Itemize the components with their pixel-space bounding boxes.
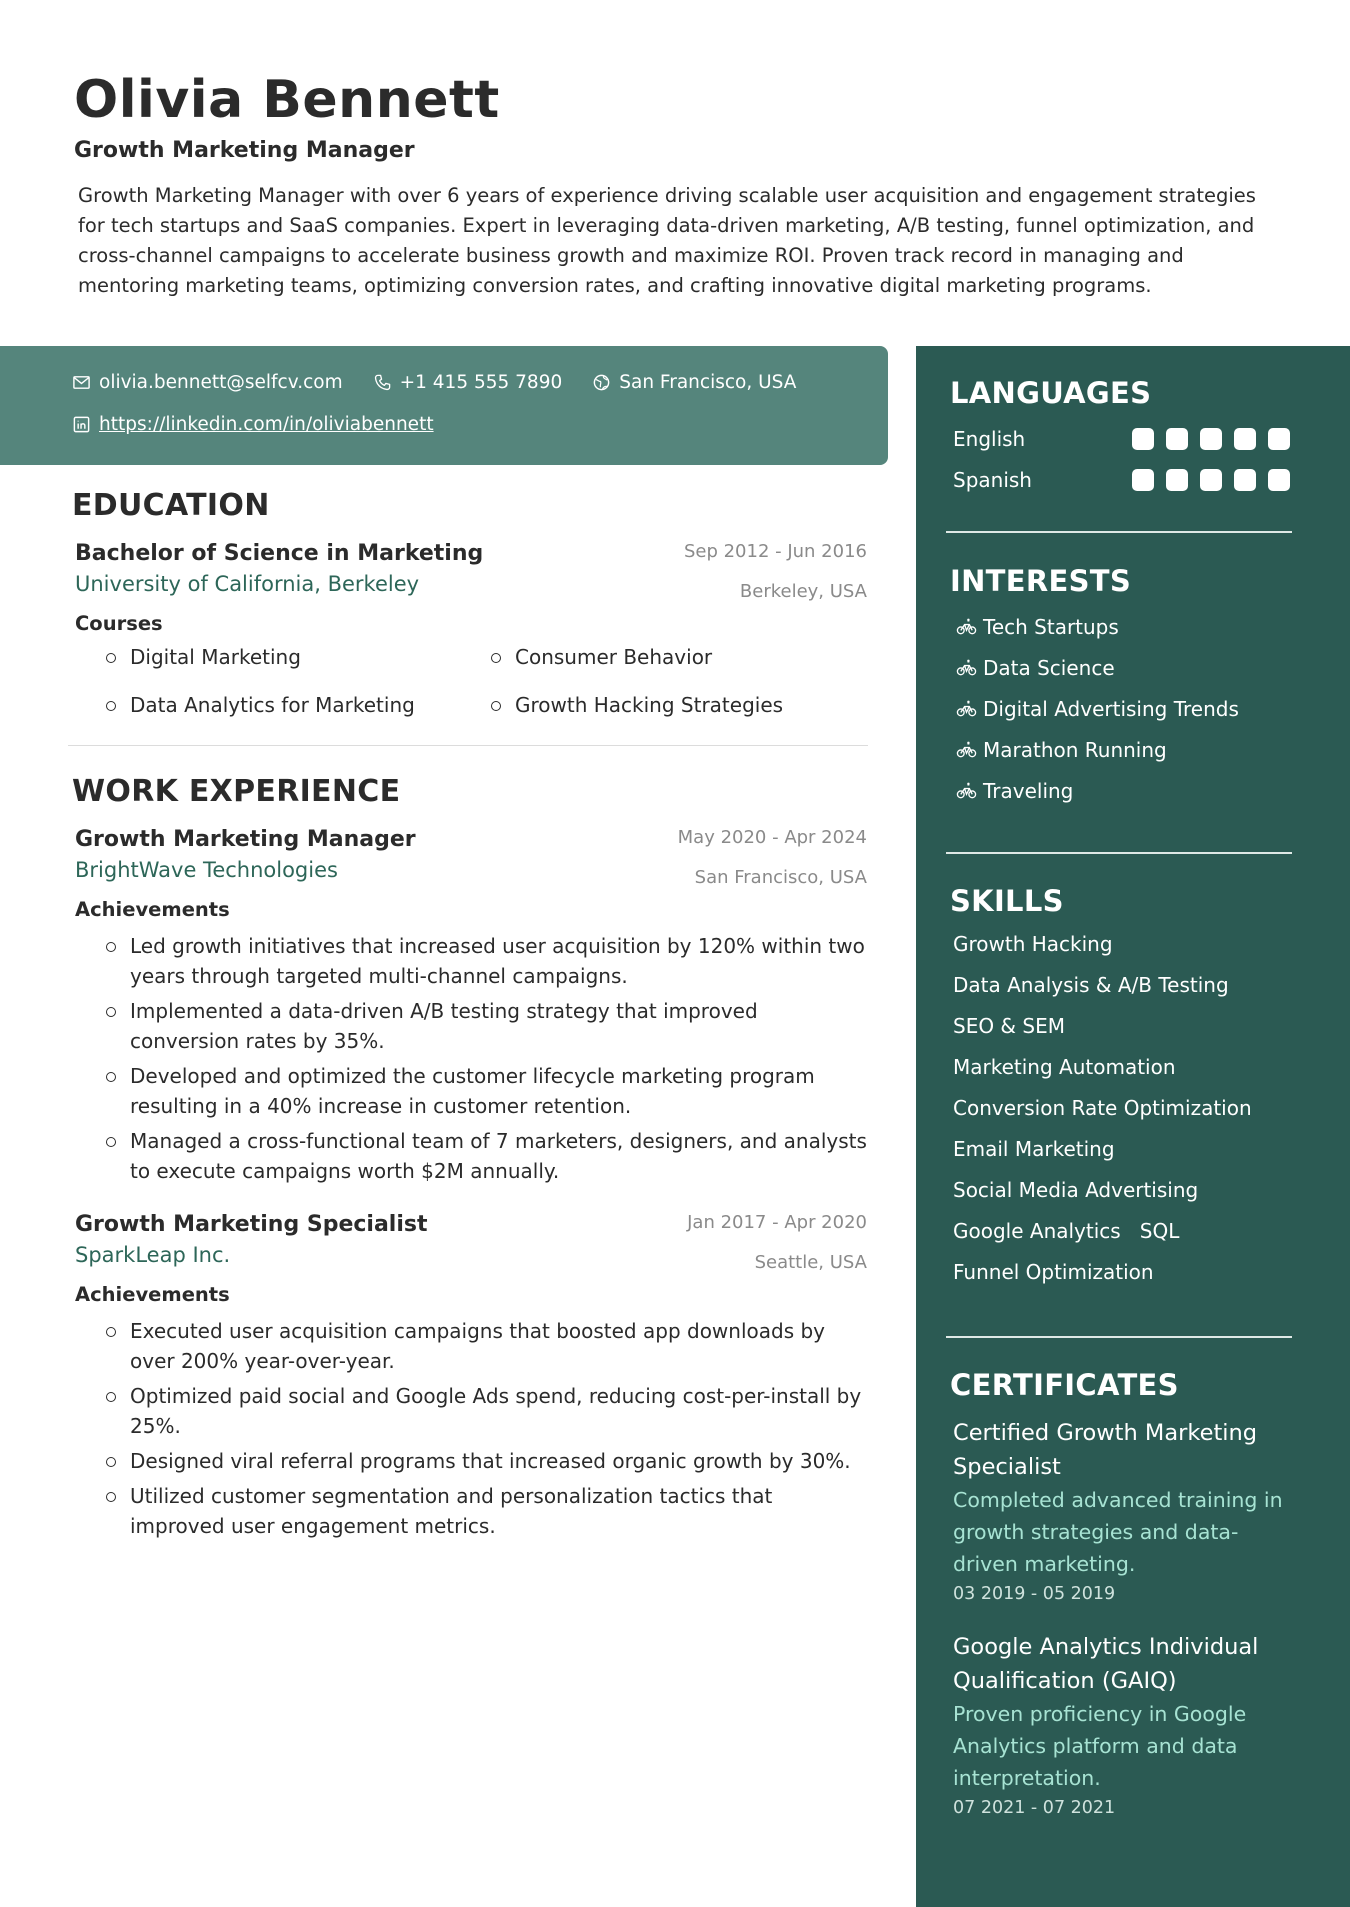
- level-dot: [1132, 469, 1154, 491]
- education-location: Berkeley, USA: [739, 581, 867, 602]
- skill-item: Data Analysis & A/B Testing: [953, 973, 1229, 997]
- phone-icon: [373, 373, 392, 392]
- candidate-name: Olivia Bennett: [74, 70, 500, 130]
- courses-label: Courses: [75, 612, 163, 635]
- interest-label: Digital Advertising Trends: [983, 696, 1239, 721]
- envelope-icon: [72, 373, 91, 392]
- degree-title: Bachelor of Science in Marketing: [75, 541, 484, 566]
- bicycle-icon: [956, 657, 977, 678]
- job-location: San Francisco, USA: [694, 867, 867, 888]
- course-item: Digital Marketing: [106, 645, 491, 669]
- bicycle-icon: [956, 698, 977, 719]
- level-dot: [1234, 428, 1256, 450]
- job-location: Seattle, USA: [754, 1252, 867, 1273]
- bicycle-icon: [956, 780, 977, 801]
- main-column: [72, 488, 867, 1546]
- level-dot: [1200, 469, 1222, 491]
- location-text: San Francisco, USA: [619, 372, 797, 393]
- level-dot: [1132, 428, 1154, 450]
- interest-label: Tech Startups: [983, 614, 1119, 639]
- achievement-item: Implemented a data-driven A/B testing strategy that improved conversion rates by 35%.: [106, 996, 867, 1056]
- certificates-section: [916, 1368, 1350, 1818]
- sidebar-divider: [946, 531, 1292, 533]
- contact-linkedin[interactable]: [72, 414, 434, 435]
- job-dates: May 2020 - Apr 2024: [677, 827, 867, 848]
- interests-section: [916, 564, 1295, 811]
- skill-item: Google Analytics SQL: [953, 1219, 1180, 1243]
- interest-item: [956, 729, 1239, 770]
- language-level: [1120, 469, 1290, 491]
- linkedin-link[interactable]: https://linkedin.com/in/oliviabennett: [99, 414, 434, 435]
- contact-email[interactable]: [72, 372, 343, 393]
- level-dot: [1166, 428, 1188, 450]
- contact-bar: [0, 346, 888, 465]
- interest-label: Data Science: [983, 655, 1115, 680]
- certificate-description: Proven proficiency in Google Analytics platform and data interpretation.: [953, 1702, 1247, 1790]
- achievements-list: [106, 1316, 867, 1541]
- summary-text: Growth Marketing Manager with over 6 years of experience driving scalable user acquisition and engagement strategies for tech startups and SaaS companies. Expert in leveraging data-driven marketing, A/B testing, funnel optimization, and cross-channel campaigns to accelerate business growth and maximize ROI. Proven track record in managing and mentoring marketing teams, optimizing conversion rates, and crafting innovative digital marketing programs.: [78, 184, 1256, 297]
- skill-item: Social Media Advertising: [953, 1178, 1199, 1202]
- resume-header: [74, 70, 1284, 301]
- bicycle-icon: [956, 739, 977, 760]
- achievement-item: Managed a cross-functional team of 7 marketers, designers, and analysts to execute campaigns worth $2M annually.: [106, 1126, 867, 1186]
- skill-item: Marketing Automation: [953, 1055, 1176, 1079]
- school-name: University of California, Berkeley: [75, 572, 420, 596]
- skills-section: [916, 884, 1308, 1293]
- skill-item: SEO & SEM: [953, 1014, 1065, 1038]
- certificate-dates: 03 2019 - 05 2019: [953, 1584, 1116, 1604]
- interest-item: [956, 770, 1239, 811]
- certificate-description: Completed advanced training in growth strategies and data-driven marketing.: [953, 1488, 1283, 1576]
- language-level: [1120, 428, 1290, 450]
- interest-label: Traveling: [983, 778, 1074, 803]
- languages-heading: LANGUAGES: [950, 376, 1152, 410]
- work-heading: WORK EXPERIENCE: [72, 774, 401, 809]
- achievement-item: Optimized paid social and Google Ads spend, reducing cost-per-install by 25%.: [106, 1381, 867, 1441]
- certificate-item: [950, 1630, 1294, 1818]
- achievement-item: Designed viral referral programs that increased organic growth by 30%.: [106, 1446, 867, 1476]
- achievement-item: Utilized customer segmentation and personalization tactics that improved user engagement metrics.: [106, 1481, 867, 1541]
- achievement-item: Led growth initiatives that increased user acquisition by 120% within two years through targeted multi-channel campaigns.: [106, 931, 867, 991]
- course-item: Consumer Behavior: [491, 645, 876, 669]
- level-dot: [1268, 428, 1290, 450]
- job-dates: Jan 2017 - Apr 2020: [687, 1212, 867, 1233]
- achievements-label: Achievements: [75, 1283, 230, 1306]
- achievement-item: Developed and optimized the customer lifecycle marketing program resulting in a 40% increase in customer retention.: [106, 1061, 867, 1121]
- linkedin-icon: [72, 415, 91, 434]
- sidebar-divider: [946, 852, 1292, 854]
- course-item: Data Analytics for Marketing: [106, 693, 491, 717]
- level-dot: [1234, 469, 1256, 491]
- certificate-title: Google Analytics Individual Qualification (GAIQ): [953, 1634, 1259, 1694]
- certificate-title: Certified Growth Marketing Specialist: [953, 1420, 1258, 1480]
- achievements-list: [106, 931, 867, 1186]
- education-heading: EDUCATION: [72, 488, 270, 523]
- interest-label: Marathon Running: [983, 737, 1167, 762]
- phone-text: +1 415 555 7890: [399, 372, 563, 393]
- language-name: English: [953, 426, 1026, 451]
- education-entry: [72, 541, 867, 717]
- skills-heading: SKILLS: [950, 884, 1064, 918]
- level-dot: [1200, 428, 1222, 450]
- company-name: SparkLeap Inc.: [75, 1243, 231, 1267]
- globe-icon: [592, 373, 611, 392]
- section-divider: [68, 745, 868, 746]
- education-dates: Sep 2012 - Jun 2016: [683, 541, 867, 562]
- job-entry: [72, 827, 867, 1186]
- contact-location: [592, 372, 796, 393]
- contact-phone[interactable]: [373, 372, 563, 393]
- candidate-title: Growth Marketing Manager: [74, 138, 415, 163]
- job-title: Growth Marketing Specialist: [75, 1212, 428, 1237]
- interest-item: [956, 647, 1239, 688]
- email-text: olivia.bennett@selfcv.com: [99, 372, 343, 393]
- achievements-label: Achievements: [75, 898, 230, 921]
- company-name: BrightWave Technologies: [75, 858, 338, 882]
- skill-item: Growth Hacking: [953, 932, 1113, 956]
- skill-item: Conversion Rate Optimization: [953, 1096, 1252, 1120]
- achievement-item: Executed user acquisition campaigns that boosted app downloads by over 200% year-over-year.: [106, 1316, 867, 1376]
- sidebar: [916, 346, 1350, 1907]
- sidebar-divider: [946, 1336, 1292, 1338]
- level-dot: [1166, 469, 1188, 491]
- certificates-heading: CERTIFICATES: [950, 1368, 1179, 1402]
- course-item: Growth Hacking Strategies: [491, 693, 876, 717]
- language-row: [950, 459, 1290, 500]
- skill-item: Funnel Optimization: [953, 1260, 1154, 1284]
- courses-list: [106, 645, 867, 717]
- interest-item: [956, 688, 1239, 729]
- job-title: Growth Marketing Manager: [75, 827, 416, 852]
- skill-item: Email Marketing: [953, 1137, 1115, 1161]
- languages-section: [916, 346, 1350, 500]
- language-row: [950, 418, 1290, 459]
- certificate-dates: 07 2021 - 07 2021: [953, 1798, 1116, 1818]
- job-entry: [72, 1212, 867, 1541]
- bicycle-icon: [956, 616, 977, 637]
- certificate-item: [950, 1416, 1294, 1604]
- language-name: Spanish: [953, 467, 1032, 492]
- interests-heading: INTERESTS: [950, 564, 1132, 598]
- level-dot: [1268, 469, 1290, 491]
- interest-item: [956, 606, 1239, 647]
